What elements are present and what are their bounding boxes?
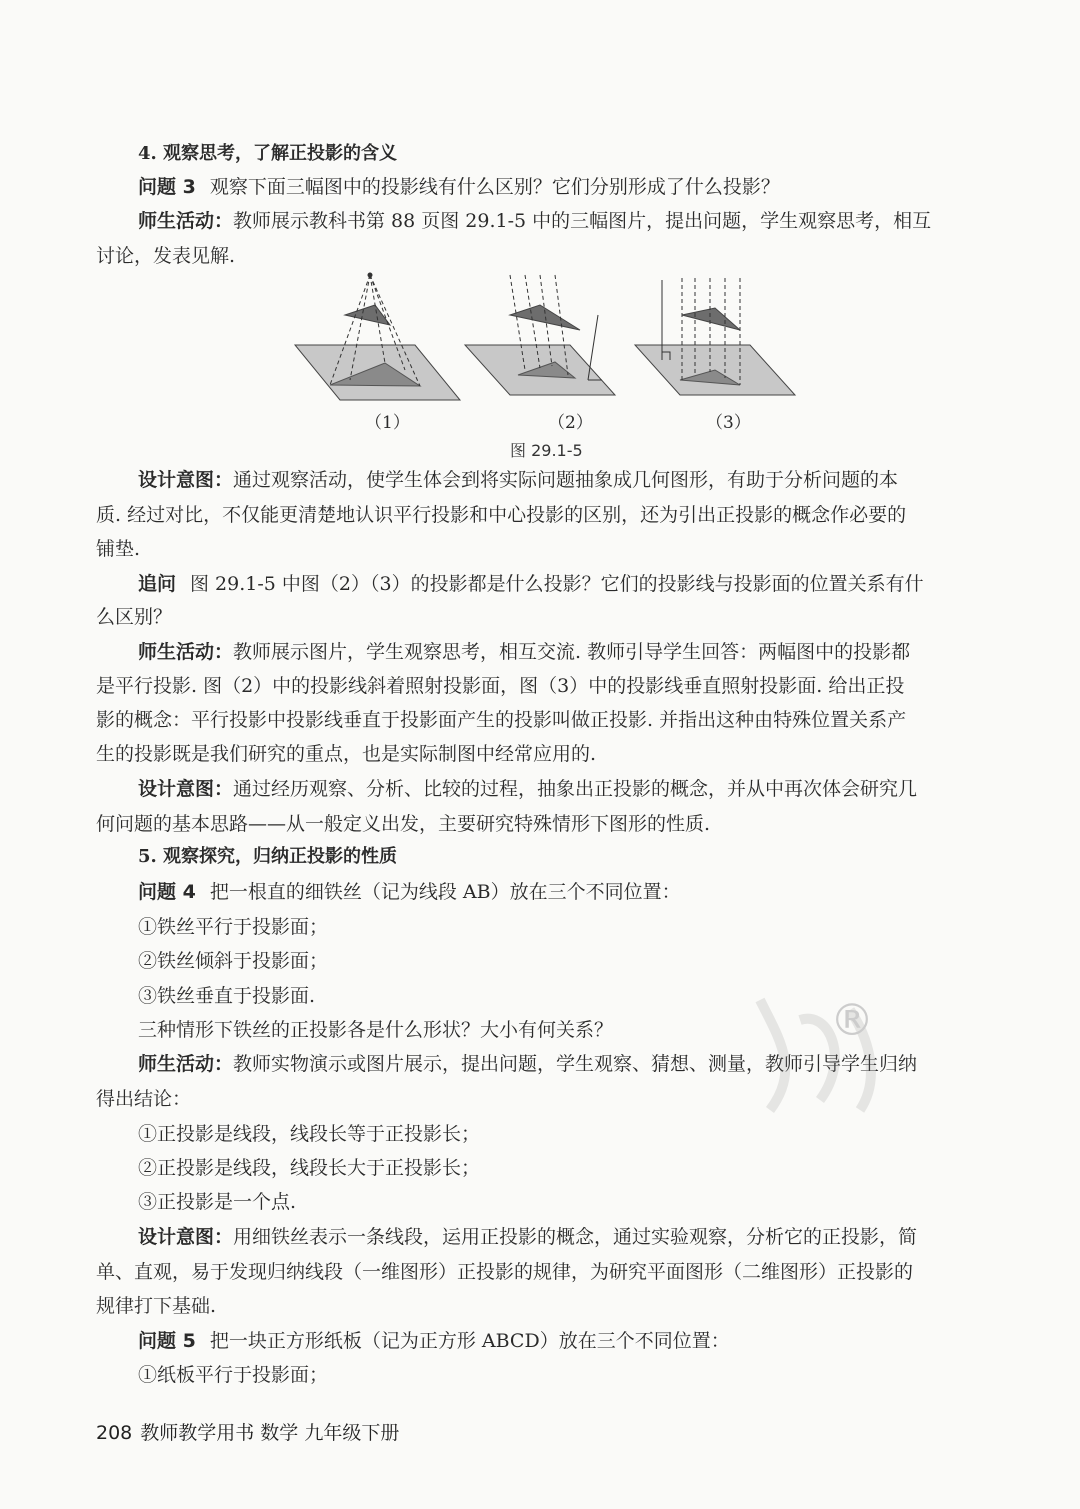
page-footer [96,1418,399,1445]
activity-2 [138,638,998,666]
activity-2-line-2: 是平行投影. 图（2）中的投影线斜着照射投影面，图（3）中的投影线垂直照射投影面. 给出正投 [96,675,905,697]
design-intent-text: 用细铁丝表示一条线段，运用正投影的概念，通过实验观察，分析它的正投影，简 [233,1226,918,1248]
design-intent-text: 通过经历观察、分析、比较的过程，抽象出正投影的概念，并从中再次体会研究几 [233,778,918,800]
question-3 [138,173,998,201]
figure-panel-2 [465,275,615,395]
design-intent-3-line-3: 规律打下基础. [96,1295,217,1317]
list-item: ①铁丝平行于投影面； [138,916,329,938]
design-intent-3 [138,1223,998,1251]
design-intent-2 [138,775,998,803]
figure-label-1: （1） [365,413,410,433]
follow-up-text: 图 29.1-5 中图（2）（3）的投影都是什么投影？它们的投影线与投影面的位置关系有什 [190,573,924,595]
design-intent-text: 通过观察活动，使学生体会到将实际问题抽象成几何图形，有助于分析问题的本 [233,469,899,491]
question-text: 观察下面三幅图中的投影线有什么区别？它们分别形成了什么投影？ [209,176,780,198]
question-5 [138,1327,998,1355]
figure-panel-3 [635,278,795,395]
question-text: 把一根直的细铁丝（记为线段 AB）放在三个不同位置： [209,881,681,903]
section-heading-5: 5. 观察探究，归纳正投影的性质 [138,846,398,867]
design-intent-label: 设计意图： [138,469,234,491]
section-heading-4: 4. 观察思考，了解正投影的含义 [138,143,398,164]
design-intent-1 [138,466,998,494]
list-item: ③铁丝垂直于投影面. [138,985,316,1007]
figure-caption: 图 29.1-5 [510,441,583,460]
question-4 [138,878,998,906]
activity-text: 教师展示教科书第 88 页图 29.1-5 中的三幅图片，提出问题，学生观察思考，相互 [233,210,932,232]
figure-panel-1 [295,273,460,400]
activity-text: 教师实物演示或图片展示，提出问题，学生观察、猜想、测量，教师引导学生归纳 [233,1053,918,1075]
question-label: 问题 3 [138,176,196,198]
list-item: ③正投影是一个点. [138,1191,297,1213]
activity-line [138,207,998,235]
design-intent-1-line-3: 铺垫. [96,538,141,560]
list-item: ①正投影是线段，线段长等于正投影长； [138,1123,481,1145]
book-title: 教师教学用书 数学 九年级下册 [140,1422,400,1444]
activity-2-line-4: 生的投影既是我们研究的重点，也是实际制图中经常应用的. [96,743,597,765]
design-intent-label: 设计意图： [138,778,234,800]
figure-label-3: （3） [706,413,751,433]
question-label: 问题 5 [138,1330,196,1352]
list-item: ①纸板平行于投影面； [138,1364,329,1386]
design-intent-label: 设计意图： [138,1226,234,1248]
design-intent-1-line-2: 质. 经过对比，不仅能更清楚地认识平行投影和中心投影的区别，还为引出正投影的概念作必要的 [96,504,907,526]
question-text: 把一块正方形纸板（记为正方形 ABCD）放在三个不同位置： [209,1330,730,1352]
design-intent-2-line-2: 何问题的基本思路——从一般定义出发，主要研究特殊情形下图形的性质. [96,813,711,835]
registered-mark: ® [830,995,874,1046]
activity-label: 师生活动： [138,641,234,663]
follow-up-line-2: 么区别？ [96,606,173,628]
follow-up-question [138,570,998,598]
publisher-watermark [740,980,900,1120]
activity-line-2: 讨论，发表见解. [96,245,236,267]
question-label: 问题 4 [138,881,196,903]
question-4-followup: 三种情形下铁丝的正投影各是什么形状？大小有何关系？ [138,1019,614,1041]
page-number: 208 [96,1422,133,1444]
list-item: ②铁丝倾斜于投影面； [138,950,329,972]
follow-up-label: 追问 [138,573,177,595]
figure-label-2: （2） [548,413,593,433]
activity-3-line-2: 得出结论： [96,1088,192,1110]
activity-text: 教师展示图片，学生观察思考，相互交流. 教师引导学生回答：两幅图中的投影都 [233,641,911,663]
activity-label: 师生活动： [138,1053,234,1075]
list-item: ②正投影是线段，线段长大于正投影长； [138,1157,481,1179]
design-intent-3-line-2: 单、直观，易于发现归纳线段（一维图形）正投影的规律，为研究平面图形（二维图形）正投影的 [96,1261,914,1283]
activity-2-line-3: 影的概念：平行投影中投影线垂直于投影面产生的投影叫做正投影. 并指出这种由特殊位置关系产 [96,709,907,731]
activity-label: 师生活动： [138,210,234,232]
